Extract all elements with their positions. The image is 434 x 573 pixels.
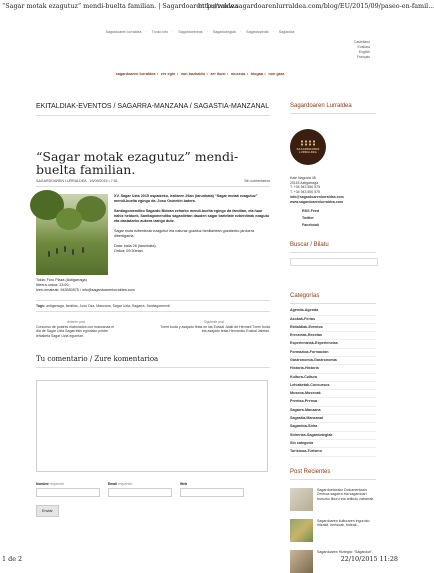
category-item[interactable]: Lehiaketak-Concursos [290,382,376,390]
top-nav-item[interactable]: Sagardoa [278,30,295,34]
recent-post[interactable] [290,519,376,542]
main-nav-item[interactable]: sagardoaren lurraldea [115,72,156,76]
search-title: Buscar / Bilatu [290,242,376,253]
post-end-time: Irteera ordua: 13:00. [36,283,70,287]
contact-info [290,176,376,204]
top-nav-item[interactable]: Txoko info [151,30,169,34]
recent-post-title[interactable]: Sagardoaren Hiztegia: “Sagardoa”. [317,549,373,554]
email-label: Email [108,482,118,487]
main-nav-item[interactable]: zer egin [160,72,176,76]
email-field-group [108,482,172,497]
category-item[interactable]: Sagardoa-Sidra [290,423,376,431]
category-item[interactable]: Museoa-Museoak [290,390,376,398]
category-item[interactable]: Prentsa-Prensa [290,398,376,406]
top-nav-item[interactable]: Sagardopedia [246,30,269,34]
recent-post-title[interactable]: Sagardoaren kulturaren inguruko hitzaldi, bertsoak, bideak... [317,518,370,528]
web-label: Web [180,482,188,487]
category-item[interactable]: Formazioa-Formación [290,349,376,357]
post-details [36,278,270,293]
logo-line-2: LURRALDEA [299,151,317,154]
print-title: “Sagar motak ezagutuz” mendi-buelta familian. | Sagardoaren Lurraldea [2,2,239,10]
comments-count-link[interactable]: Sin comentarios [244,179,270,183]
tags-label: Tags: [36,304,46,308]
rss-link[interactable]: RSS Feed [302,209,320,214]
phone-1: T. +34 943 550 575 [290,185,321,190]
print-footer [2,555,398,563]
search-input[interactable] [290,258,378,266]
twitter-link[interactable]: Twitter [302,216,314,221]
category-item[interactable]: Kultura-Cultura [290,374,376,382]
category-item[interactable]: Sagastia-Manzanal [290,415,376,423]
post-time: Ordua: 09:30etan. [114,249,144,253]
social-links [302,208,376,229]
post-paragraph: Sagar mota ezberdinak ezagutuz eta naturaz gozatuz familiartean gozatzeko jarduera dibertigarria. [114,229,255,238]
top-nav: Sagardoaren lurraldea · Txoko info · Sagardoetxeas · Sagardotegiak · Sagardopedia · Sagardoa [105,30,295,34]
contact-web-link[interactable]: www.sagardoarenlurraldea.com [290,199,343,204]
post-contact: Izen-emateak: 943550575 / info@sagardoarenlurraldea.com [36,288,135,292]
print-page-number: 1 de 2 [2,555,23,563]
post-photo [36,194,108,275]
main-nav-item[interactable]: zer ikusi [210,72,226,76]
post-tags [36,300,270,312]
post-navigation [36,320,270,338]
recent-post-thumbnail[interactable] [290,519,313,542]
category-item[interactable]: Sidrerias-Sagardotegiak [290,432,376,440]
web-field-group [180,482,244,497]
address-town: 20115 Astigarraga [290,180,319,185]
category-item[interactable]: Turismoa-Turismo [290,448,376,456]
email-required: requerido [118,482,133,487]
next-post-label: Siguiente post [203,320,225,324]
comment-textarea[interactable] [36,380,268,472]
submit-button[interactable]: Enviar [36,505,59,517]
name-required: requerido [49,482,65,487]
top-nav-item[interactable]: Sagardoaren lurraldea [105,30,142,34]
phone-2: T. +34 943 550 575 [290,190,321,195]
print-datetime: 22/10/2015 11:28 [340,555,398,563]
sidebar-title: Sagardoaren Lurraldea [290,103,376,114]
top-nav-item[interactable]: Sagardoetxeas [178,30,203,34]
sidebar [290,100,376,573]
prev-post[interactable] [36,320,116,338]
category-path[interactable]: EKITALDIAK-EVENTOS / SAGARRA-MANZANA / SAGASTIA-MANZANAL [36,103,270,116]
post-author-date: SAGARDOAREN LURRALDEA - 16/09/2015 • 7:51 [36,179,118,183]
contact-email-link[interactable]: info@sagardoarenlurraldea.com [290,194,344,199]
tags-list[interactable]: antigarraga, familias, Josu Oza, Manzana, Sagar Uzta, Sagarra, Santiagomendi [46,304,170,308]
apple-dots-icon [300,140,316,146]
comment-fields [36,482,270,497]
logo-line-1: SAGARDOAREN [296,147,320,151]
next-post[interactable] [158,320,270,338]
post-lead-2: Santiagomendiko Sagardo Bidean zeharko mendi-buelta egingo da familian, eta haur nahiz helduek, Santiagomendiko sagastietan dauden sagar barietate ezberdinak ezagutu eta dastatzeko aukera izango dute. [114,209,270,223]
category-item[interactable]: Historia-Historia [290,365,376,373]
facebook-link[interactable]: Facebook [302,223,320,228]
categories-title: Categorías [290,293,376,304]
recent-post-title[interactable]: Sagardoetxeako Dokumentazio Zentroa sagarra eta sagardoari buruzko liburu eta artikulu zabarrak. [317,487,375,501]
category-item[interactable]: Sagarra-Manzana [290,407,376,415]
main-nav: sagardoaren lurraldea • zer egin • non bazkaldu • zer ikusi • museoa • blogaa • non gara [115,72,285,76]
sagardoaren-lurraldea-logo[interactable] [290,129,326,165]
comment-title: Tu comentario / Zure komentarioa [36,355,270,368]
category-item[interactable]: Ekitaldiak-Eventos [290,324,376,332]
post-place: Tokia: Foru Plaza (Astigarraga) [36,278,87,282]
post-title: “Sagar motak ezagutuz” mendi-buelta familian. [36,149,239,177]
language-list [348,40,370,60]
web-input[interactable] [180,488,244,497]
prev-post-text[interactable]: Concurso de postres elaborados con manzanas el día de Sagar Uzta Sagarrekin egindako postre lehiaketa Sagar Uzta egunean. [36,324,115,338]
category-item[interactable]: Sin categoría [290,440,376,448]
main-nav-item[interactable]: non gara [268,72,285,76]
name-field-group [36,482,100,497]
lang-castellano[interactable]: Castellano [353,40,370,44]
recent-post-thumbnail[interactable] [290,488,313,511]
top-nav-item[interactable]: Sagardotegiak [212,30,236,34]
name-input[interactable] [36,488,100,497]
categories-list [290,307,376,456]
recent-posts-title: Post Recientes [290,469,376,480]
post-date: Data: iraila 26 (larunbata). [114,244,157,248]
category-item[interactable]: Gastronomia-Gastronomía [290,357,376,365]
post-meta [36,179,270,187]
post-lead: XV. Sagar Uzta 2015 ospatzeko, irailaren 26an (larunbata) “Sagar motak ezagutuz” mendi-buelta egingo da. Josu Osinekin batera. [114,194,258,203]
main-nav-item[interactable]: museoa [230,72,246,76]
address-street: Kale Nagusia 48 [290,176,316,180]
category-item[interactable]: Agenda-Agenda [290,307,376,315]
category-item[interactable]: Errezetak-Recetas [290,332,376,340]
main-nav-item[interactable]: blogaa [250,72,263,76]
print-header [2,2,434,10]
category-item[interactable]: Azokak-Ferias [290,316,376,324]
email-input[interactable] [108,488,172,497]
prev-post-label: Anterior post [66,320,86,324]
main-nav-item[interactable]: non bazkaldu [180,72,205,76]
lang-francais[interactable]: Français [356,55,370,59]
category-item[interactable]: Esperientziak-Experiencias [290,340,376,348]
post-body [114,194,270,275]
lang-english[interactable]: English [358,50,370,54]
recent-post[interactable] [290,488,376,511]
next-post-text[interactable]: Txerri boda y asajado festa en las Euskal Jaiak de Hernani Txerri boda eta asajado festa Hernaniko Euskal Jaietan. [160,324,270,334]
print-url: http://www.sagardoarenlurraldea.com/blog/EU/2015/09/paseo-en-famil... [198,2,434,10]
lang-euskara[interactable]: Euskara [357,45,370,49]
main-content [36,100,270,517]
name-label: Nombre [36,482,49,487]
